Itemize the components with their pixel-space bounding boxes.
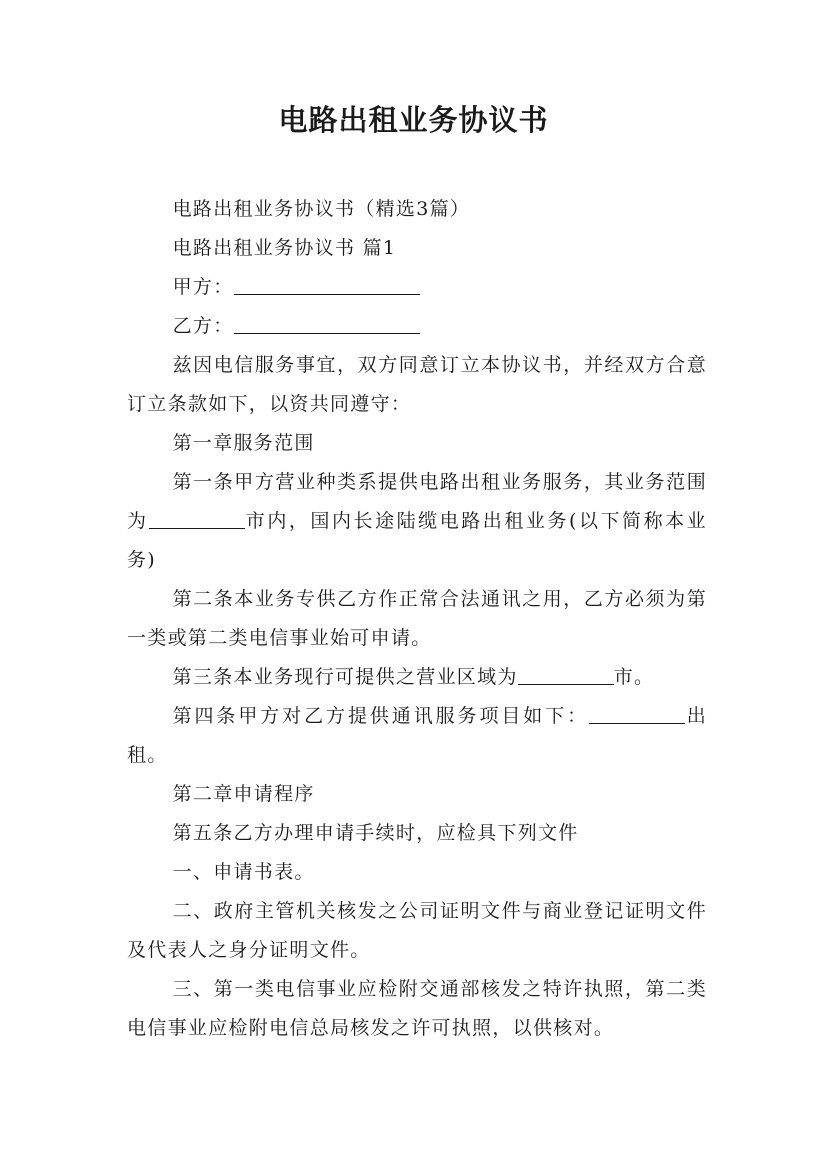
paragraph-heading-collection: 电路出租业务协议书（精选3篇）: [172, 198, 471, 220]
article-5: 第五条乙方办理申请手续时，应检具下列文件: [172, 822, 579, 844]
chapter-1-heading: 第一章服务范围: [172, 432, 315, 454]
paragraph-heading-part1: 电路出租业务协议书 篇1: [172, 237, 397, 259]
article-2: 第二条本业务专供乙方作正常合法通讯之用，乙方必须为第一类或第二类电信事业始可申请。: [127, 588, 707, 649]
list-item-3: 三、第一类电信事业应检附交通部核发之特许执照，第二类电信事业应检附电信总局核发之许可执照，以供核对。: [127, 978, 707, 1039]
party-b-blank: [234, 313, 420, 334]
party-b-line: [127, 307, 707, 346]
paragraph-preamble: 兹因电信服务事宜，双方同意订立本协议书，并经双方合意订立条款如下，以资共同遵守：: [127, 354, 707, 415]
article-4-blank: [589, 703, 685, 724]
article-1: [127, 463, 707, 580]
article-1-text-b: 市内，国内长途陆缆电路出租业务(以下简称本业务): [127, 510, 707, 571]
article-3-text-a: 第三条本业务现行可提供之营业区域为: [172, 666, 518, 688]
article-3-blank: [518, 664, 614, 685]
article-3: [127, 658, 707, 697]
article-1-text-a: 第一条甲方营业种类系提供电路出租业务服务，其业务范围为: [127, 471, 707, 532]
chapter-2-heading: 第二章申请程序: [172, 783, 315, 805]
article-4-text-b: 出租。: [127, 705, 707, 766]
article-4-text-a: 第四条甲方对乙方提供通讯服务项目如下：: [172, 705, 590, 727]
article-3-text-b: 市。: [613, 666, 655, 688]
list-item-2: 二、政府主管机关核发之公司证明文件与商业登记证明文件及代表人之身分证明文件。: [127, 900, 707, 961]
list-item-1: 一、申请书表。: [172, 861, 315, 883]
party-b-label: 乙方：: [172, 315, 234, 337]
party-a-blank: [234, 274, 420, 295]
document-title: 电路出租业务协议书: [278, 103, 549, 137]
article-1-blank: [149, 508, 245, 529]
document-body: [127, 190, 707, 1048]
article-4: [127, 697, 707, 775]
party-a-line: [127, 268, 707, 307]
party-a-label: 甲方：: [172, 276, 234, 298]
